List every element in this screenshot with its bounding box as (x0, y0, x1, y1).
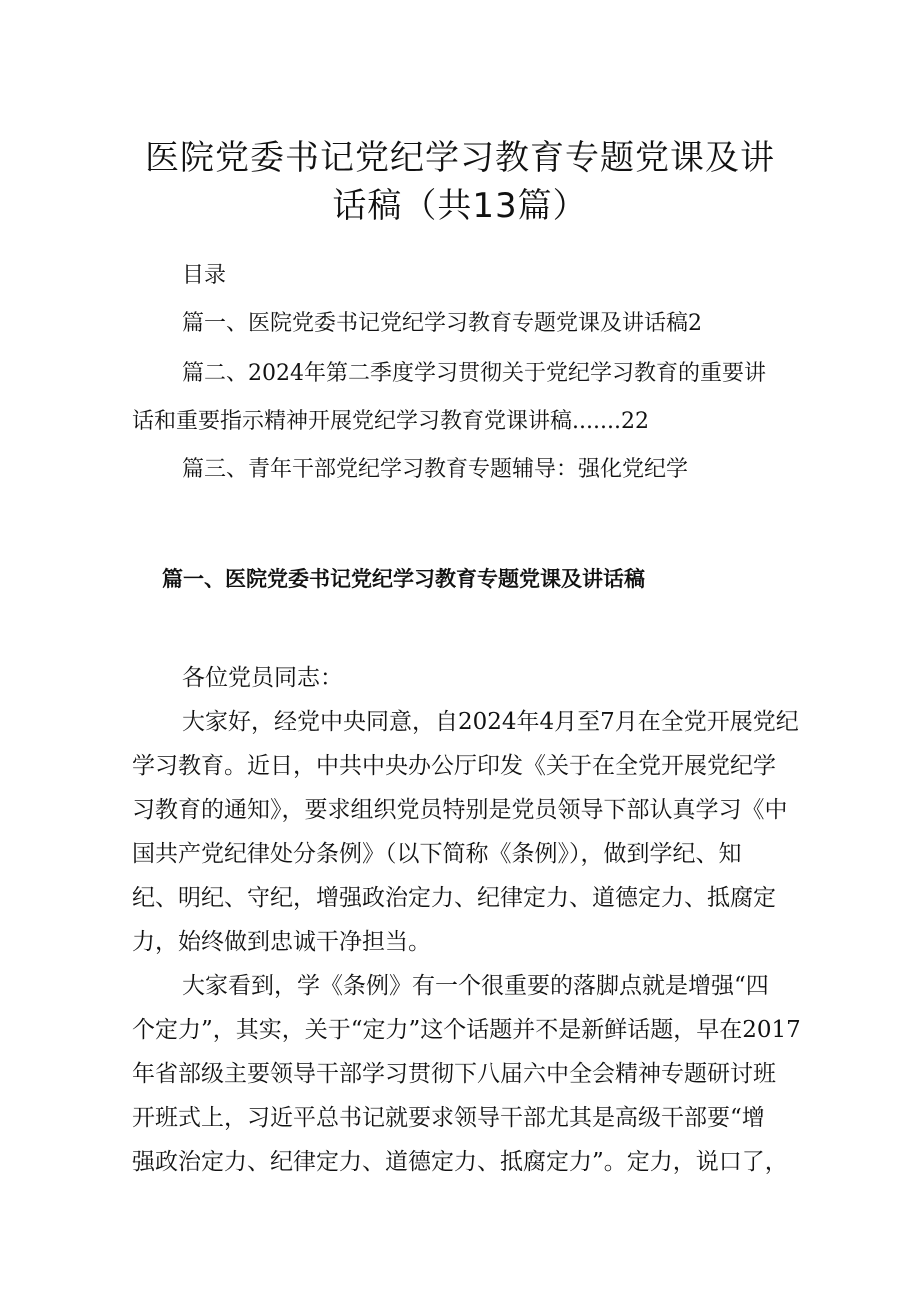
toc-item-2-line-1[interactable]: 篇二、2024年第二季度学习贯彻关于党纪学习教育的重要讲 (182, 361, 766, 386)
toc-item-1[interactable]: 篇一、医院党委书记党纪学习教育专题党课及讲话稿2 (182, 311, 702, 336)
paragraph-1-line: 国共产党纪律处分条例》（以下简称《条例》），做到学纪、知 (132, 841, 742, 867)
paragraph-1-line: 学习教育。近日，中共中央办公厅印发《关于在全党开展党纪学 (132, 753, 776, 779)
paragraph-2-line: 个定力”，其实，关于“定力”这个话题并不是新鲜话题，早在2017 (132, 1017, 801, 1043)
paragraph-2-line: 年省部级主要领导干部学习贯彻下八届六中全会精神专题研讨班 (132, 1061, 776, 1087)
toc-label: 目录 (182, 263, 227, 288)
toc-item-3[interactable]: 篇三、青年干部党纪学习教育专题辅导：强化党纪学 (182, 457, 689, 482)
paragraph-1-line: 习教育的通知》，要求组织党员特别是党员领导下部认真学习《中 (132, 797, 788, 823)
document-title-line-2: 话稿（共13篇） (332, 186, 588, 226)
section-1-heading: 篇一、医院党委书记党纪学习教育专题党课及讲话稿 (162, 567, 645, 591)
paragraph-1-line: 大家好，经党中央同意，自2024年4月至7月在全党开展党纪 (182, 709, 799, 735)
salutation: 各位党员同志： (182, 665, 343, 691)
paragraph-1-line: 力，始终做到忠诚干净担当。 (132, 929, 431, 955)
document-title-line-1: 医院党委书记党纪学习教育专题党课及讲 (145, 138, 775, 178)
toc-item-2-line-2[interactable]: 话和重要指示精神开展党纪学习教育党课讲稿.......22 (132, 409, 649, 434)
paragraph-2-line: 开班式上，习近平总书记就要求领导干部尤其是高级干部要“增 (132, 1105, 765, 1131)
paragraph-2-line: 强政治定力、纪律定力、道德定力、抵腐定力”。定力，说口了， (132, 1149, 788, 1175)
paragraph-2-line: 大家看到，学《条例》有一个很重要的落脚点就是增强“四 (182, 973, 769, 999)
paragraph-1-line: 纪、明纪、守纪，增强政治定力、纪律定力、道德定力、抵腐定 (132, 885, 776, 911)
